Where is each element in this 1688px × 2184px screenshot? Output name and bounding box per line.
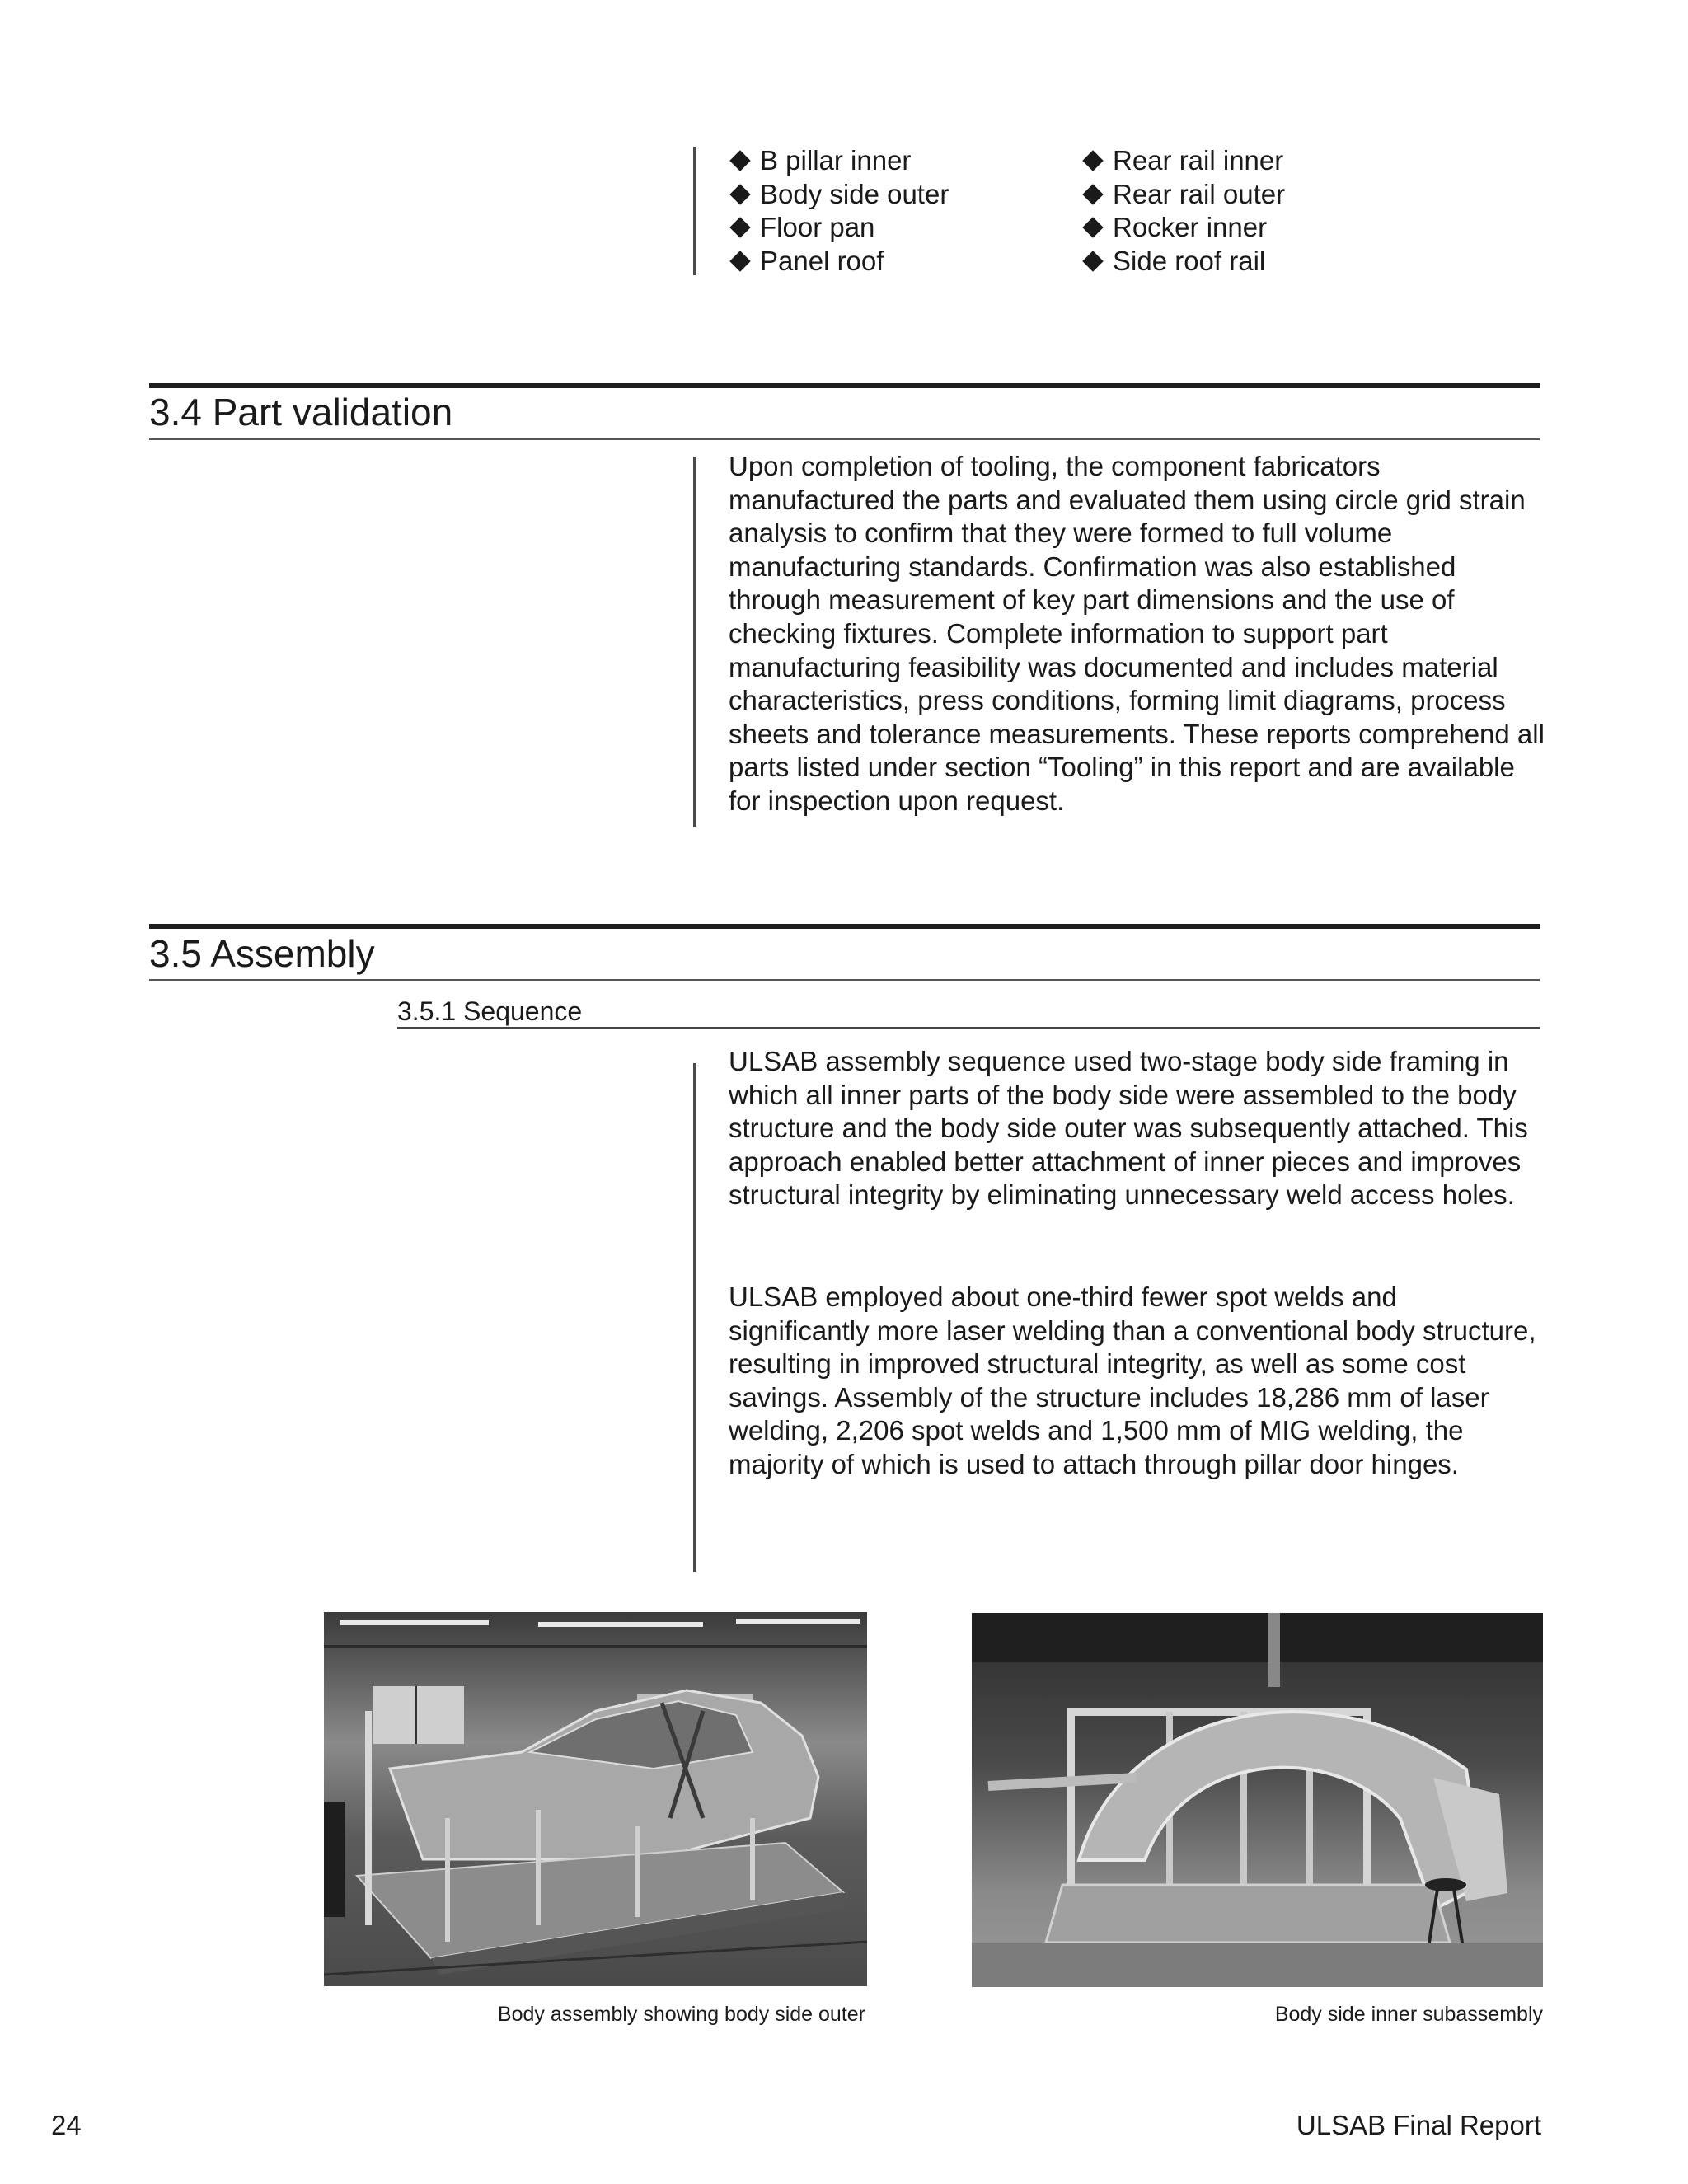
diamond-bullet-icon — [1082, 184, 1103, 204]
list-item: Rear rail inner — [1081, 144, 1285, 178]
report-title: ULSAB Final Report — [1296, 2110, 1541, 2140]
assembly-paragraph-2: ULSAB employed about one-third fewer spot welds and significantly more laser welding than a conventional body structure, resulting in improved structural integrity, as well as some cost savings. Assembly of the structure includes 18,286 mm of laser welding, 2,206 spot welds and 1,500 mm of MIG welding, the majority of which is used to attach through pillar door hinges. — [729, 1282, 1536, 1479]
list-item: Panel roof — [729, 245, 949, 279]
list-item: Side roof rail — [1081, 245, 1285, 279]
subsection-rule — [397, 1027, 1540, 1029]
diamond-bullet-icon — [729, 251, 750, 271]
list-item: B pillar inner — [729, 144, 949, 178]
list-item: Body side outer — [729, 178, 949, 212]
body-assembly-photo — [324, 1612, 867, 1986]
diamond-bullet-icon — [729, 184, 750, 204]
section-heading: 3.4 Part validation — [149, 391, 453, 434]
assembly-paragraph-1: ULSAB assembly sequence used two-stage body side framing in which all inner parts of the body side were assembled to the body structure and the body side outer was subsequently attached. This approach enabled better attachment of inner pieces and improves structural integrity by eliminating unnecessary weld access holes. — [729, 1046, 1528, 1211]
diamond-bullet-icon — [1082, 218, 1103, 238]
paragraph-rule — [693, 457, 696, 827]
diamond-bullet-icon — [729, 151, 750, 171]
parts-list-rule — [693, 147, 696, 275]
page-number: 24 — [51, 2110, 82, 2140]
parts-list-left — [729, 144, 949, 278]
section-rule-top — [149, 383, 1540, 388]
body-side-inner-photo — [972, 1613, 1543, 1987]
diamond-bullet-icon — [1082, 251, 1103, 271]
figure-caption: Body assembly showing body side outer — [497, 2003, 865, 2026]
part-validation-paragraph: Upon completion of tooling, the component fabricators manufactured the parts and evaluated them using circle grid strain analysis to confirm that they were formed to full volume manufacturing standards. Confirmation was also established through measurement of key part dimensions and the use of checking fixtures. Complete information to support part manufacturing feasibility was documented and includes material characteristics, press conditions, forming limit diagrams, process sheets and tolerance measurements. These reports comprehend all parts listed under section “Tooling” in this report and are available for inspection upon request. — [729, 451, 1545, 816]
section-rule-bottom — [149, 438, 1540, 440]
section-rule-top — [149, 924, 1540, 929]
list-item: Rocker inner — [1081, 211, 1285, 245]
list-item: Floor pan — [729, 211, 949, 245]
diamond-bullet-icon — [729, 218, 750, 238]
paragraph-rule — [693, 1063, 696, 1572]
figure-caption: Body side inner subassembly — [1274, 2003, 1543, 2026]
subsection-heading: 3.5.1 Sequence — [397, 996, 583, 1026]
parts-list-right — [1081, 144, 1285, 278]
diamond-bullet-icon — [1082, 151, 1103, 171]
section-heading: 3.5 Assembly — [149, 932, 375, 975]
list-item: Rear rail outer — [1081, 178, 1285, 212]
section-rule-bottom — [149, 979, 1540, 981]
